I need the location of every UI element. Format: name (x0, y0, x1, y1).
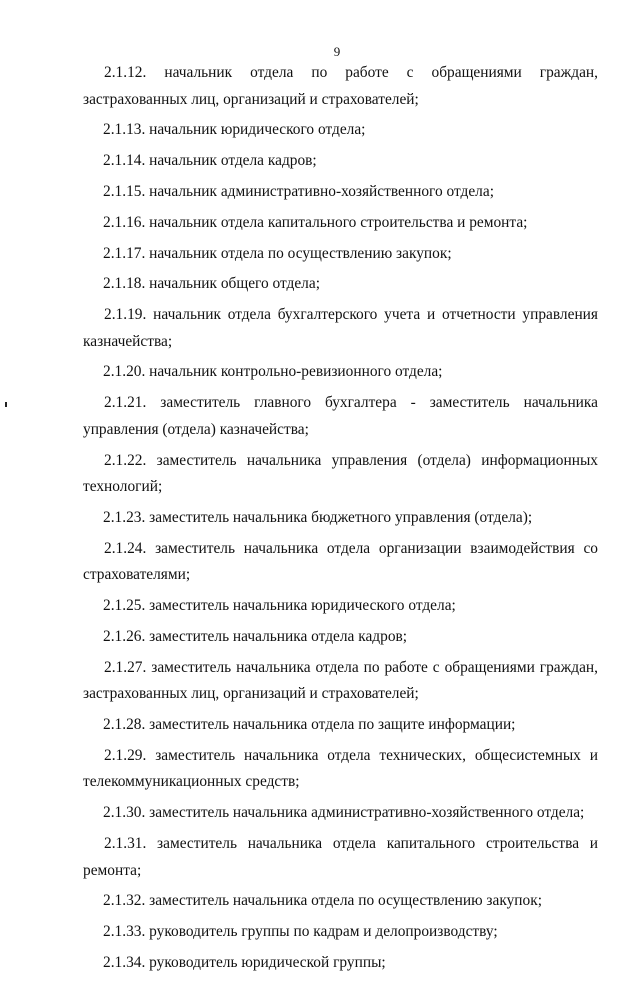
list-item: 2.1.19. начальник отдела бухгалтерского учета и отчетности управления казначейства; (83, 306, 598, 350)
list-item: 2.1.21. заместитель главного бухгалтера - заместитель начальника управления (отдела) казначейства; (83, 394, 598, 438)
list-item: 2.1.28. заместитель начальника отдела по защите информации; (103, 716, 516, 734)
list-item: 2.1.32. заместитель начальника отдела по осуществлению закупок; (103, 892, 542, 910)
list-item: 2.1.34. руководитель юридической группы; (103, 953, 386, 971)
page-number: 9 (333, 44, 341, 59)
list-item: 2.1.16. начальник отдела капитального строительства и ремонта; (103, 213, 528, 231)
list-item: 2.1.14. начальник отдела кадров; (103, 152, 317, 170)
list-item: 2.1.31. заместитель начальника отдела капитального строительства и ремонта; (83, 835, 598, 879)
list-item: 2.1.18. начальник общего отдела; (103, 275, 320, 293)
list-item: 2.1.25. заместитель начальника юридического отдела; (103, 597, 456, 615)
list-item: 2.1.13. начальник юридического отдела; (103, 121, 366, 139)
list-item: 2.1.26. заместитель начальника отдела кадров; (103, 627, 408, 645)
list-item: 2.1.24. заместитель начальника отдела организации взаимодействия со страхователями; (83, 539, 598, 584)
list-item: 2.1.33. руководитель группы по кадрам и делопроизводству; (103, 923, 498, 941)
list-item: 2.1.15. начальник административно-хозяйственного отдела; (103, 182, 494, 200)
list-item: 2.1.23. заместитель начальника бюджетного управления (отдела); (103, 508, 533, 526)
list-item: 2.1.27. заместитель начальника отдела по работе с обращениями граждан, застрахованных лиц, организаций и страхователей; (83, 658, 598, 703)
list-item: 2.1.22. заместитель начальника управления (отдела) информационных технологий; (83, 451, 598, 496)
list-item: 2.1.20. начальник контрольно-ревизионного отдела; (103, 363, 443, 381)
margin-mark (5, 402, 7, 407)
list-item: 2.1.17. начальник отдела по осуществлению закупок; (103, 244, 452, 262)
list-item: 2.1.29. заместитель начальника отдела технических, общесистемных и телекоммуникационных средств; (83, 746, 598, 791)
list-item: 2.1.12. начальник отдела по работе с обращениями граждан, застрахованных лиц, организаций и страхователей; (83, 64, 598, 108)
item-list (83, 60, 598, 981)
list-item: 2.1.30. заместитель начальника административно-хозяйственного отдела; (103, 804, 585, 822)
